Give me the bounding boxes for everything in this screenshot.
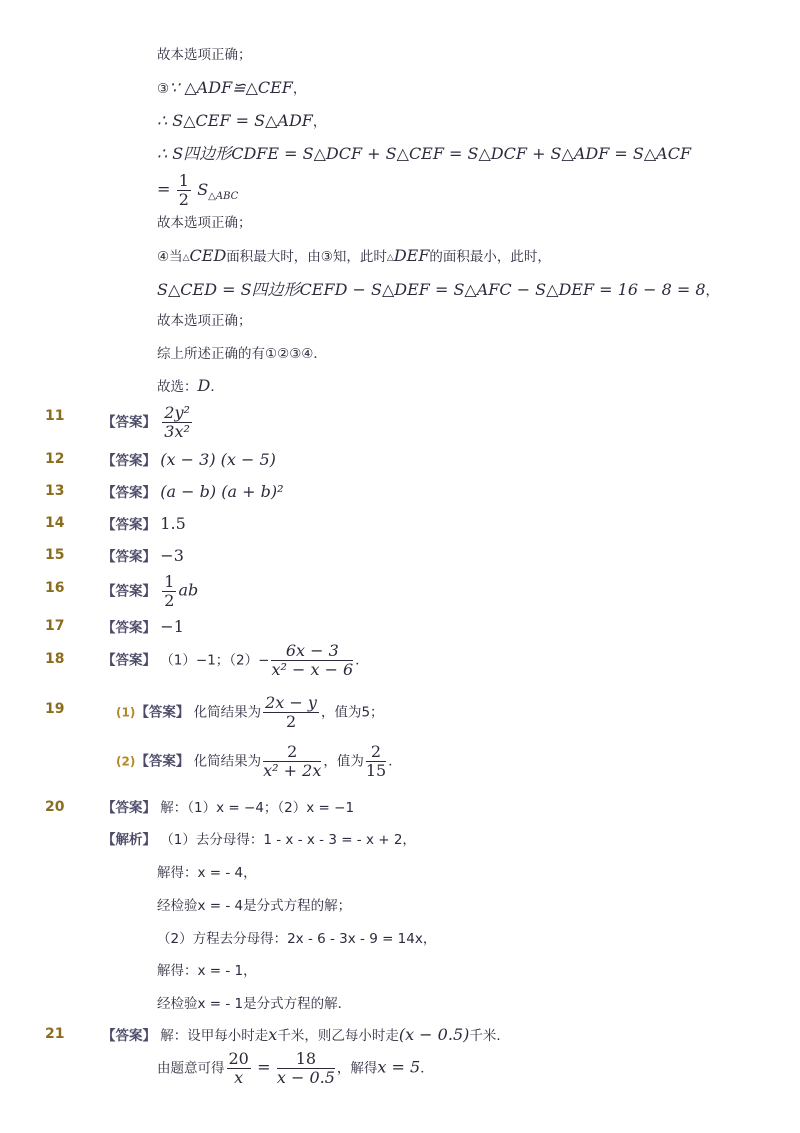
answer-label: 【答案】 (102, 414, 156, 431)
answer-label: 【答案】 (102, 652, 156, 669)
answer-label: 【答案】 (102, 583, 156, 600)
question-number: 16 (45, 580, 65, 596)
analysis-line: （2）方程去分母得：2x - 6 - 3x - 9 = 14x， (157, 931, 437, 947)
answer-line: (2)【答案】 化简结果为 $\frac{2}{\text{x² + 2x}}$ ，值为 $\frac{2}{15}$ ． (116, 742, 402, 780)
solution-line: 综上所述正确的有①②③④． (157, 346, 327, 362)
answer-label: 【答案】 (102, 517, 156, 533)
fraction: $\frac{2}{15}$ (365, 742, 387, 780)
answer-line: 【答案】 −3 (102, 546, 184, 565)
answer-line: 【答案】 (a − b) (a + b)² (102, 482, 284, 501)
analysis-line: 解得：x = - 1， (157, 963, 257, 979)
answer-label: 【答案】 (102, 1028, 156, 1044)
answer-label: 【答案】 (102, 800, 156, 816)
question-number: 19 (45, 701, 65, 717)
solution-line: ∴ S四边形CDFE = S△DCF + S△CEF = S△DCF + S△ADF = S△ACF (157, 144, 692, 163)
fraction: $\frac{1}{2}$ (178, 171, 189, 209)
fraction: $\frac{1}{2}$ (164, 572, 175, 610)
solution-line: ③∵ △ADF≌△CEF， (157, 78, 307, 97)
answer-label: 【答案】 (102, 485, 156, 501)
fraction: $\frac{2x - y}{2}$ (265, 693, 317, 731)
question-number: 14 (45, 515, 65, 531)
solution-line: 故本选项正确； (157, 47, 252, 63)
answer-line: 【答案】 （1）−1；（2）− $\frac{6x - 3}{\text{x² − x − 6}}$ ． (102, 641, 369, 679)
solution-line: 故本选项正确； (157, 313, 252, 329)
answer-line: 由题意可得 $\frac{20}{x}$ = $\frac{18}{x - 0.5}$ ，解得x = 5． (157, 1049, 434, 1087)
question-number: 17 (45, 618, 65, 634)
answer-label: 【答案】 (102, 453, 156, 469)
question-number: 12 (45, 451, 65, 467)
fraction: $\frac{\text{2y²}}{\text{3x²}}$ (164, 403, 190, 441)
question-number: 21 (45, 1026, 65, 1042)
answer-label: 【答案】 (135, 704, 190, 721)
fraction: $\frac{2}{\text{x² + 2x}}$ (263, 742, 322, 780)
answer-line: 【答案】 1.5 (102, 514, 186, 533)
solution-line: 故本选项正确； (157, 215, 252, 231)
question-number: 13 (45, 483, 65, 499)
analysis-line: 经检验x = - 4是分式方程的解； (157, 898, 352, 914)
answer-line: 【答案】 解：设甲每小时走x千米，则乙每小时走(x − 0.5)千米． (102, 1025, 510, 1044)
analysis-line: 解得：x = - 4， (157, 865, 257, 881)
answer-line: 【答案】 $\frac{1}{2}$ ab (102, 572, 199, 610)
analysis-line: 经检验x = - 1是分式方程的解． (157, 996, 352, 1012)
answer-line (102, 404, 194, 441)
question-number: 11 (45, 408, 65, 424)
question-number: 18 (45, 651, 65, 667)
solution-line: = $\frac{1}{2}$ $S_{\triangle ABC}$ (157, 171, 239, 209)
analysis-label: 【解析】 (102, 832, 156, 848)
answer-label: 【答案】 (102, 620, 156, 636)
answer-line: 【答案】 解：（1）x = −4；（2）x = −1 (102, 800, 355, 816)
answer-label: 【答案】 (102, 549, 156, 565)
question-number: 15 (45, 547, 65, 563)
analysis-line: 【解析】 （1）去分母得：1 - x - x - 3 = - x + 2， (102, 832, 416, 848)
part-number: (1) (116, 705, 136, 720)
solution-line: ∴ S△CEF = S△ADF， (157, 111, 327, 130)
answer-line: 【答案】 (x − 3) (x − 5) (102, 450, 276, 469)
question-number: 20 (45, 799, 65, 815)
solution-line: 故选：D． (157, 376, 224, 395)
solution-line: ④当△CED面积最大时，由③知，此时△DEF的面积最小，此时， (157, 246, 551, 265)
part-number: (2) (116, 754, 136, 769)
fraction: $\frac{18}{x - 0.5}$ (276, 1049, 335, 1087)
answer-line: 【答案】 −1 (102, 617, 184, 636)
fraction: $\frac{20}{x}$ (228, 1049, 249, 1087)
solution-line: S△CED = S四边形CEFD − S△DEF = S△AFC − S△DEF = 16 − 8 = 8， (157, 280, 720, 299)
fraction: $\frac{6x - 3}{\text{x² − x − 6}}$ (271, 641, 354, 679)
answer-label: 【答案】 (135, 753, 190, 770)
answer-line: (1)【答案】 化简结果为 $\frac{2x - y}{2}$ ，值为5； (116, 693, 384, 731)
